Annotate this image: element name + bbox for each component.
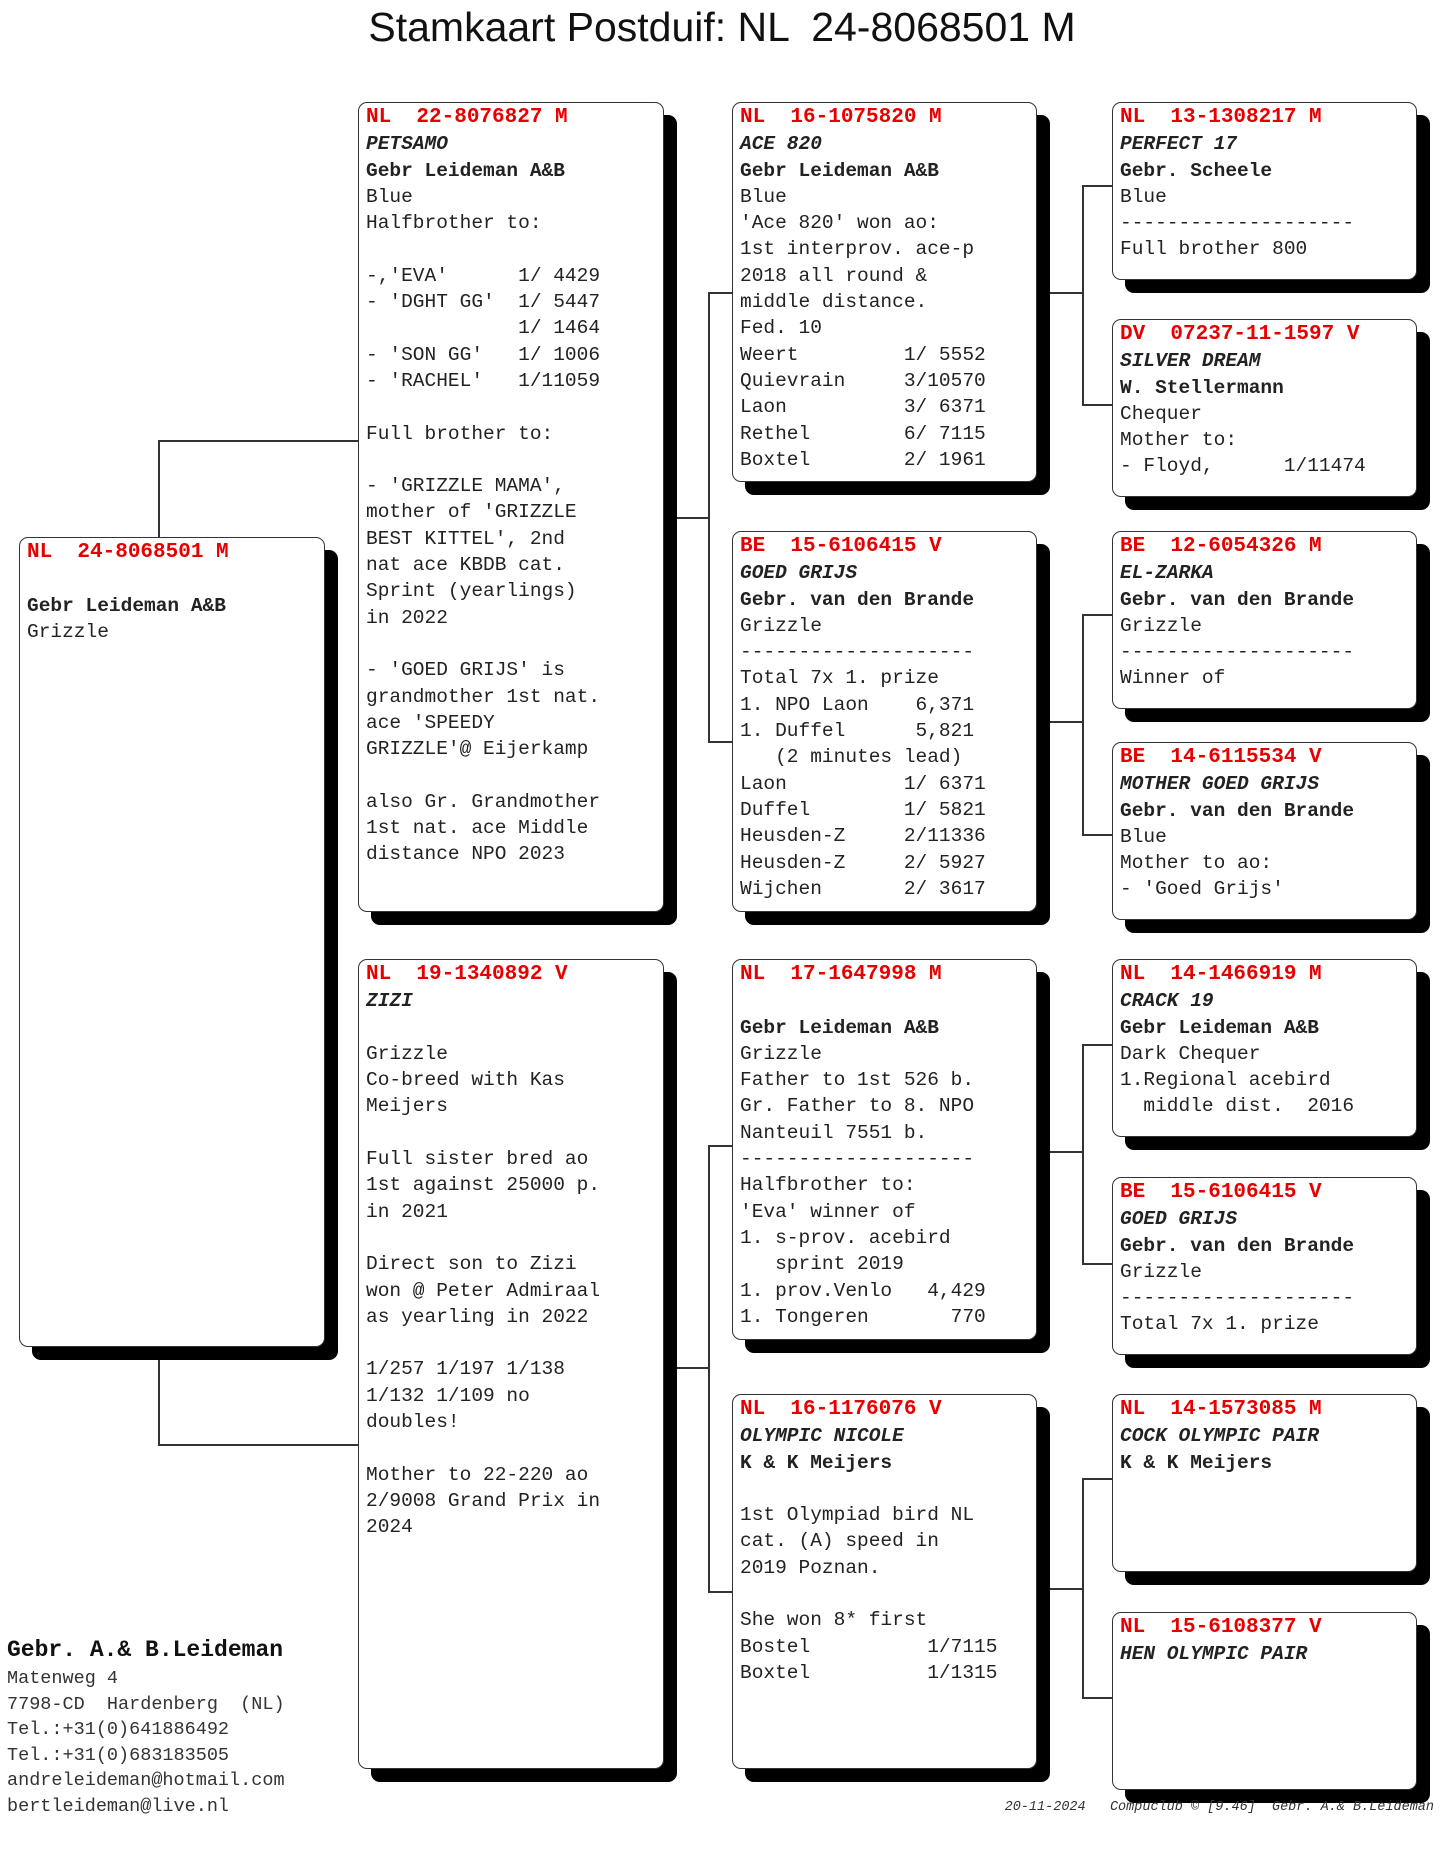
breeder-name: W. Stellermann (1120, 376, 1284, 399)
card-line: - 'SON GG' 1/ 1006 (366, 343, 601, 366)
connector-line (1082, 1697, 1112, 1699)
card-line: Grizzle (1120, 614, 1202, 637)
pigeon-name: GOED GRIJS (1120, 1208, 1238, 1231)
card-line (366, 1225, 663, 1251)
card-line (27, 566, 324, 592)
card-line: Mother to 22-220 ao (366, 1463, 589, 1486)
breeder-contact-name: Gebr. A.& B.Leideman (7, 1637, 284, 1663)
card-line (366, 1120, 663, 1146)
great-grandparent-card (1112, 959, 1417, 1137)
breeder-name: Gebr. van den Brande (1120, 1234, 1355, 1257)
card-line: Co-breed with Kas (366, 1069, 565, 1092)
connector-line (158, 1345, 160, 1445)
card-line: Quievrain 3/10570 (740, 369, 986, 392)
card-line: 1. Duffel 5,821 (740, 720, 975, 743)
card-line: 2024 (366, 1516, 413, 1539)
pigeon-name (740, 988, 1036, 1014)
ring-number: NL 13-1308217 M (1120, 106, 1322, 129)
footer-credits: 20-11-2024 Compuclub © [9.46] Gebr. A.& B.Leideman (1004, 1800, 1434, 1815)
maternal-grandmother-card (732, 1394, 1037, 1769)
card-line (740, 1476, 1036, 1502)
pigeon-name: MOTHER GOED GRIJS (1120, 773, 1319, 796)
card-line: Full brother 800 (1120, 238, 1308, 261)
card-line: Bostel 1/7115 (740, 1635, 998, 1658)
pigeon-name: HEN OLYMPIC PAIR (1120, 1643, 1308, 1666)
card-line (366, 1330, 663, 1356)
pigeon-name: EL-ZARKA (1120, 562, 1214, 585)
pigeon-name: GOED GRIJS (740, 562, 858, 585)
paternal-grandfather-card (732, 102, 1037, 482)
card-line: 1.Regional acebird (1120, 1069, 1331, 1092)
card-line: 1. Tongeren 770 (740, 1305, 986, 1328)
card-line: Duffel 1/ 5821 (740, 798, 986, 821)
card-line: -------------------- (740, 1148, 975, 1171)
breeder-name: Gebr. van den Brande (740, 588, 975, 611)
card-line: 2/9008 Grand Prix in (366, 1489, 601, 1512)
card-line: - 'RACHEL' 1/11059 (366, 369, 601, 392)
card-line: 1/ 1464 (366, 317, 601, 340)
card-line: 1st nat. ace Middle (366, 817, 589, 840)
card-line: Halfbrother to: (366, 212, 542, 235)
ring-number: NL 16-1075820 M (740, 106, 942, 129)
connector-line (708, 741, 732, 743)
card-line: - Floyd, 1/11474 (1120, 455, 1366, 478)
breeder-phone: Tel.:+31(0)683183505 (7, 1744, 230, 1766)
great-grandparent-card (1112, 531, 1417, 709)
card-line: 1/132 1/109 no (366, 1384, 530, 1407)
card-line: Mother to ao: (1120, 852, 1273, 875)
breeder-name: Gebr. Scheele (1120, 159, 1273, 182)
ring-number: BE 15-6106415 V (740, 535, 942, 558)
card-line (366, 447, 663, 473)
card-line: 1. s-prov. acebird (740, 1226, 951, 1249)
maternal-grandfather-card (732, 959, 1037, 1340)
breeder-name: Gebr Leideman A&B (1120, 1016, 1319, 1039)
connector-line (1082, 834, 1112, 836)
card-line: -------------------- (740, 641, 975, 664)
card-line: - 'Goed Grijs' (1120, 878, 1284, 901)
ring-number: NL 16-1176076 V (740, 1398, 942, 1421)
mother-card (358, 959, 664, 1769)
card-line: She won 8* first (740, 1609, 928, 1632)
great-grandparent-card (1112, 1394, 1417, 1572)
ring-number: NL 17-1647998 M (740, 963, 942, 986)
connector-line (158, 440, 358, 442)
breeder-email: bertleideman@live.nl (7, 1795, 230, 1817)
ring-number: NL 14-1466919 M (1120, 963, 1322, 986)
card-line (366, 394, 663, 420)
connector-line (1082, 614, 1084, 835)
connector-line (1082, 185, 1084, 405)
great-grandparent-card (1112, 319, 1417, 497)
connector-line (708, 1145, 710, 1592)
card-line: 2019 Poznan. (740, 1556, 881, 1579)
pigeon-name: PERFECT 17 (1120, 133, 1238, 156)
card-line: 1. prov.Venlo 4,429 (740, 1279, 986, 1302)
breeder-name: Gebr Leideman A&B (740, 159, 939, 182)
card-line: mother of 'GRIZZLE (366, 501, 577, 524)
card-line: Father to 1st 526 b. (740, 1069, 975, 1092)
pigeon-name: PETSAMO (366, 133, 448, 156)
ring-number: BE 12-6054326 M (1120, 535, 1322, 558)
card-line: -------------------- (1120, 212, 1355, 235)
ring-number: NL 22-8076827 M (366, 106, 568, 129)
pigeon-name: ZIZI (366, 990, 413, 1013)
connector-line (1082, 185, 1112, 187)
card-line: 1st interprov. ace-p (740, 238, 975, 261)
card-line: Chequer (1120, 402, 1202, 425)
subject-pigeon-card (19, 537, 325, 1347)
card-line: 1/257 1/197 1/138 (366, 1358, 565, 1381)
father-card (358, 102, 664, 912)
card-line: 1st against 25000 p. (366, 1174, 601, 1197)
connector-line (1082, 404, 1112, 406)
breeder-address: Matenweg 4 (7, 1668, 119, 1689)
connector-line (1037, 1588, 1083, 1590)
connector-line (1082, 1044, 1112, 1046)
card-line: cat. (A) speed in (740, 1530, 939, 1553)
ring-number: DV 07237-11-1597 V (1120, 323, 1360, 346)
card-line: Gr. Father to 8. NPO (740, 1095, 975, 1118)
connector-line (708, 292, 710, 742)
card-line: Heusden-Z 2/11336 (740, 825, 986, 848)
great-grandparent-card (1112, 742, 1417, 920)
ring-number: NL 15-6108377 V (1120, 1616, 1322, 1639)
card-line: - 'GRIZZLE MAMA', (366, 475, 565, 498)
ring-number: NL 24-8068501 M (27, 541, 229, 564)
card-line: - 'DGHT GG' 1/ 5447 (366, 291, 601, 314)
breeder-city: 7798-CD Hardenberg (NL) (7, 1693, 285, 1715)
card-line: 1. NPO Laon 6,371 (740, 693, 975, 716)
card-line: Grizzle (27, 620, 109, 643)
card-line: middle distance. (740, 291, 928, 314)
card-line: Laon 1/ 6371 (740, 772, 986, 795)
card-line: Grizzle (740, 614, 822, 637)
breeder-name: Gebr. van den Brande (1120, 799, 1355, 822)
card-line (366, 631, 663, 657)
card-line: Boxtel 2/ 1961 (740, 448, 986, 471)
paternal-grandmother-card (732, 531, 1037, 912)
breeder-email: andreleideman@hotmail.com (7, 1770, 285, 1791)
card-line (740, 1581, 1036, 1607)
connector-line (1082, 1044, 1084, 1264)
connector-line (1037, 1151, 1083, 1153)
ring-number: NL 14-1573085 M (1120, 1398, 1322, 1421)
card-line (366, 1435, 663, 1461)
card-line: 'Ace 820' won ao: (740, 212, 939, 235)
breeder-name: Gebr Leideman A&B (740, 1016, 939, 1039)
card-line: 1st Olympiad bird NL (740, 1504, 975, 1527)
card-line: Blue (366, 185, 413, 208)
page-title: Stamkaart Postduif: NL 24-8068501 M (368, 4, 1076, 50)
card-line: Winner of (1120, 667, 1226, 690)
breeder-name: Gebr Leideman A&B (27, 594, 226, 617)
card-line: Heusden-Z 2/ 5927 (740, 851, 986, 874)
connector-line (1082, 1263, 1112, 1265)
card-line: Grizzle (740, 1042, 822, 1065)
card-line: grandmother 1st nat. (366, 685, 601, 708)
pigeon-name: COCK OLYMPIC PAIR (1120, 1425, 1319, 1448)
ring-number: BE 15-6106415 V (1120, 1181, 1322, 1204)
card-line: -------------------- (1120, 641, 1355, 664)
card-line: - 'GOED GRIJS' is (366, 659, 565, 682)
card-line: doubles! (366, 1411, 460, 1434)
breeder-name: Gebr. van den Brande (1120, 588, 1355, 611)
card-line: Weert 1/ 5552 (740, 343, 986, 366)
ring-number: BE 14-6115534 V (1120, 746, 1322, 769)
breeder-contact (7, 1634, 285, 1819)
connector-line (708, 1591, 732, 1593)
connector-line (1037, 292, 1083, 294)
card-line: Laon 3/ 6371 (740, 396, 986, 419)
pigeon-name: CRACK 19 (1120, 990, 1214, 1013)
card-line: also Gr. Grandmother (366, 790, 601, 813)
breeder-name: Gebr Leideman A&B (366, 159, 565, 182)
card-line: nat ace KBDB cat. (366, 554, 565, 577)
card-line: Total 7x 1. prize (740, 667, 939, 690)
card-line: GRIZZLE'@ Eijerkamp (366, 738, 589, 761)
card-line: Nanteuil 7551 b. (740, 1121, 928, 1144)
great-grandparent-card (1112, 102, 1417, 280)
card-line: Fed. 10 (740, 317, 822, 340)
card-line: Grizzle (1120, 1260, 1202, 1283)
connector-line (708, 1145, 732, 1147)
card-line: Halfbrother to: (740, 1174, 916, 1197)
great-grandparent-card (1112, 1177, 1417, 1355)
connector-line (1082, 1478, 1112, 1480)
connector-line (1082, 614, 1112, 616)
card-line: Direct son to Zizi (366, 1253, 577, 1276)
pigeon-name: SILVER DREAM (1120, 350, 1261, 373)
card-line: sprint 2019 (740, 1253, 904, 1276)
breeder-name: K & K Meijers (1120, 1451, 1273, 1474)
card-line (366, 762, 663, 788)
card-line: won @ Peter Admiraal (366, 1279, 601, 1302)
card-line: Boxtel 1/1315 (740, 1661, 998, 1684)
connector-line (1037, 721, 1083, 723)
connector-line (664, 517, 709, 519)
card-line: Grizzle (366, 1042, 448, 1065)
pigeon-name: OLYMPIC NICOLE (740, 1425, 904, 1448)
card-line: -------------------- (1120, 1287, 1355, 1310)
pigeon-name: ACE 820 (740, 133, 822, 156)
card-line: Dark Chequer (1120, 1042, 1261, 1065)
card-line: Mother to: (1120, 429, 1238, 452)
card-line: in 2022 (366, 606, 448, 629)
card-line: Rethel 6/ 7115 (740, 422, 986, 445)
card-line: Wijchen 2/ 3617 (740, 877, 986, 900)
great-grandparent-card (1112, 1612, 1417, 1790)
connector-line (664, 1367, 709, 1369)
connector-line (158, 440, 160, 537)
ring-number: NL 19-1340892 V (366, 963, 568, 986)
card-line: Total 7x 1. prize (1120, 1313, 1319, 1336)
card-line: 'Eva' winner of (740, 1200, 916, 1223)
card-line: Meijers (366, 1095, 448, 1118)
card-line: Blue (1120, 825, 1167, 848)
card-line: distance NPO 2023 (366, 843, 565, 866)
connector-line (708, 292, 732, 294)
card-line: middle dist. 2016 (1120, 1095, 1355, 1118)
card-line: Sprint (yearlings) (366, 580, 577, 603)
card-line: Blue (1120, 185, 1167, 208)
card-line (366, 236, 663, 262)
breeder-phone: Tel.:+31(0)641886492 (7, 1719, 230, 1740)
card-line: as yearling in 2022 (366, 1305, 589, 1328)
card-line: ace 'SPEEDY (366, 711, 495, 734)
card-line: Full sister bred ao (366, 1148, 589, 1171)
card-line: (2 minutes lead) (740, 746, 963, 769)
breeder-name: K & K Meijers (740, 1451, 893, 1474)
card-line: BEST KITTEL', 2nd (366, 527, 565, 550)
connector-line (158, 1444, 358, 1446)
card-line: Blue (740, 185, 787, 208)
card-line: in 2021 (366, 1200, 448, 1223)
card-line: 2018 all round & (740, 264, 928, 287)
card-line: -,'EVA' 1/ 4429 (366, 264, 601, 287)
breeder-name (366, 1015, 663, 1041)
connector-line (1082, 1478, 1084, 1698)
card-line: Full brother to: (366, 422, 554, 445)
